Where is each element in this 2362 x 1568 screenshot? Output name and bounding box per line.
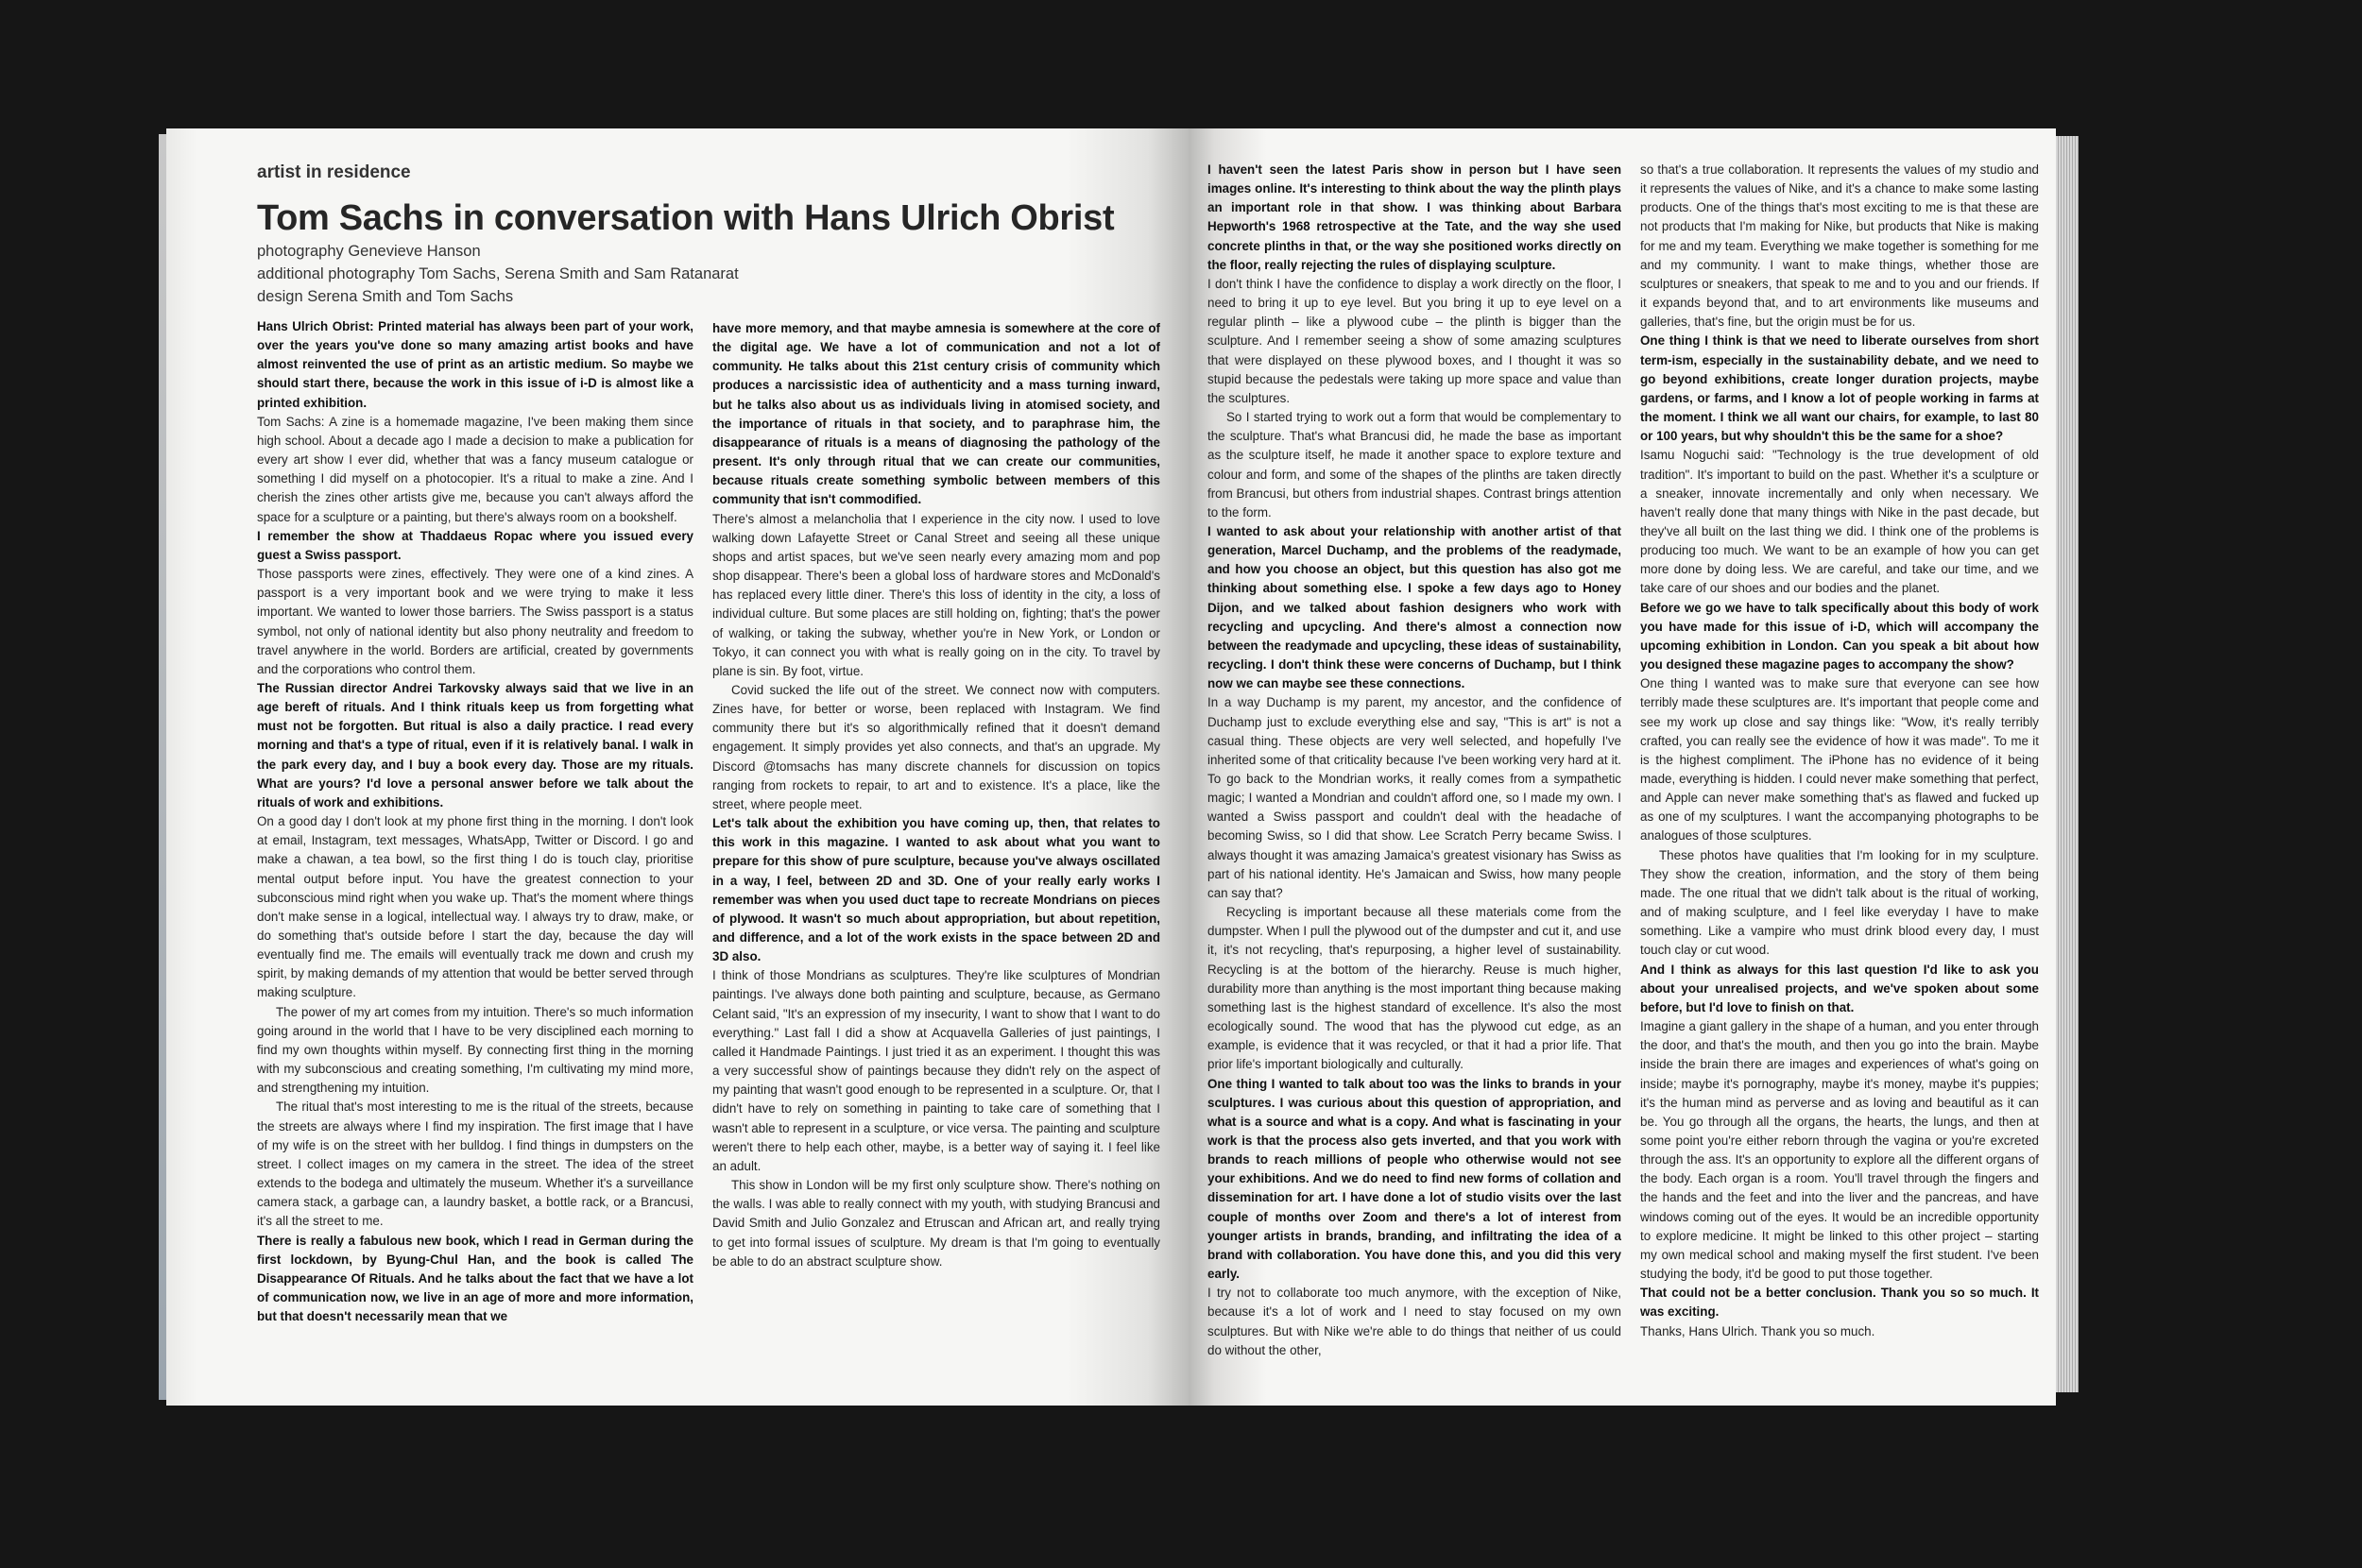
answer-paragraph: This show in London will be my first only sculpture show. There's nothing on the walls. I was able to really connect with my youth, with studying Brancusi and David Smith and Julio Gonzalez and Etruscan and African art, and really trying to get into formal issues of sculpture. My dream is that I'm going to eventually be able to do an abstract sculpture show.: [712, 1178, 1160, 1269]
answer-paragraph: These photos have qualities that I'm looking for in my sculpture. They show the creation, information, and the story of them being made. The one ritual that we didn't talk about is the ritual of working, and of making sculpture, and I feel like everyday I have to make something. Like a vampire who must drink blood every day, I must touch clay or cut wood.: [1640, 847, 2039, 958]
question-paragraph: And I think as always for this last question I'd like to ask you about your unrealised projects, and we've spoken about some before, but I'd love to finish on that.: [1640, 962, 2039, 1014]
article-credits: [257, 240, 739, 308]
text-column-4: [1640, 161, 2039, 1341]
text-column-2: [712, 319, 1160, 1271]
answer-paragraph: I think of those Mondrians as sculptures. They're like sculptures of Mondrian paintings. I've always done both painting and sculpture, because, as Germano Celant said, "It's an expression of my insecurity, I want to show that I want to do everything." Last fall I did a show at Acquavella Galleries of just paintings, I called it Handmade Paintings. I just tried it as an experiment. I thought this was a very successful show of paintings because they didn't rely on the aspect of my painting that wasn't good enough to be represented in a sculpture. Or, that I didn't have to rely on something in painting to take care of something that I wasn't able to represent in a sculpture, or vice versa. The painting and sculpture weren't there to help each other, maybe, is a better way of saying it. I feel like an adult.: [712, 968, 1160, 1173]
answer-paragraph: I don't think I have the confidence to display a work directly on the floor, I need to bring it up to eye level. But you bring it up to eye level on a regular plinth – like a plywood cube – the plinth is bigger than the sculpture. And I remember seeing a show of some amazing sculptures that were displayed on these plywood boxes, and I thought it was so stupid because the pedestals were taking up more space and value than the sculptures.: [1207, 276, 1621, 405]
answer-paragraph: The ritual that's most interesting to me is the ritual of the streets, because the streets are always where I find my inspiration. The first image that I have of my wife is on the street with her bulldog. I find things in dumpsters on the street. I collect images on my camera in the street. The idea of the street extends to the bodega and ultimately the museum. Whether it's a surveillance camera stack, a garbage can, a laundry basket, a bottle rack, or a Brancusi, it's all the street to me.: [257, 1099, 693, 1229]
answer-paragraph: Tom Sachs: A zine is a homemade magazine, I've been making them since high school. About a decade ago I made a decision to make a publication for every art show I ever did, whether that was a fancy museum catalogue or something I did myself on a photocopier. It's a ritual to make a zine. And I cherish the zines other artists give me, because you can't always afford the space for a sculpture or a painting, but there's always room on a bookshelf.: [257, 414, 693, 524]
question-paragraph: I wanted to ask about your relationship with another artist of that generation, Marcel Duchamp, and the problems of the readymade, and how you choose an object, but this question has also got me thinking about something else. I spoke a few days ago to Honey Dijon, and we talked about fashion designers who work with recycling and upcycling. And there's almost a connection now between the readymade and upcycling, these ideas of sustainability, recycling. I don't think these were concerns of Duchamp, but I think now we can maybe see these connections.: [1207, 523, 1621, 691]
answer-paragraph: One thing I wanted was to make sure that everyone can see how terribly made these sculptures are. It's important that people come and see my work up close and say things like: "Wow, it's really terribly crafted, you can really see the evidence of how it was made". To me it is the highest compliment. The iPhone has no evidence of it being made, everything is hidden. I could never make something that perfect, and Apple can never make something that's as flawed and fucked up as one of my sculptures. I want the accompanying photographs to be analogues of those sculptures.: [1640, 676, 2039, 844]
credit-additional-photography: additional photography Tom Sachs, Serena Smith and Sam Ratanarat: [257, 265, 739, 282]
question-paragraph: I haven't seen the latest Paris show in person but I have seen images online. It's interesting to think about the way the plinth plays an important role in that show. I was thinking about Barbara Hepworth's 1968 retrospective at the Tate, and the way she used concrete plinths in that, or the way she positioned works directly on the floor, really rejecting the rules of displaying sculpture.: [1207, 162, 1621, 272]
magazine-spread: [166, 128, 2056, 1406]
text-column-3: [1207, 161, 1621, 1360]
question-paragraph: have more memory, and that maybe amnesia is somewhere at the core of the digital age. We have a lot of communication and not a lot of community. He talks about this 21st century crisis of community which produces a narcissistic idea of authenticity and a mass turning inward, but he talks also about us as individuals living in atomised society, and the importance of rituals in that society, and to paraphrase him, the disappearance of rituals is a means of diagnosing the pathology of the present. It's only through ritual that we can create our communities, because rituals create something symbolic between members of this community that isn't commodified.: [712, 321, 1160, 507]
answer-paragraph: so that's a true collaboration. It represents the values of my studio and it represents the values of Nike, and it's a chance to make some lasting products. One of the things that's most exciting to me is that these are not products that I'm making for Nike, but products that Nike is making for me and my team. Everything we make together is something for me and my community. I want to make things, whether those are sculptures or sneakers, that speak to me and to you and our friends. If it expands beyond that, and to art environments like museums and galleries, that's fine, but the origin must be for us.: [1640, 162, 2039, 330]
answer-paragraph: Thanks, Hans Ulrich. Thank you so much.: [1640, 1323, 1875, 1338]
question-paragraph: Hans Ulrich Obrist: Printed material has always been part of your work, over the years you've done so many amazing artist books and have almost reinvented the use of print as an artistic medium. So maybe we should start there, because the work in this issue of i-D is almost like a printed exhibition.: [257, 319, 693, 410]
article-title: Tom Sachs in conversation with Hans Ulrich Obrist: [257, 198, 1115, 238]
answer-paragraph: Recycling is important because all these materials come from the dumpster. When I pull the plywood out of the dumpster and cut it, and use it, it's not recycling, that's repurposing, a higher level of sustainability. Recycling is at the bottom of the hierarchy. Reuse is much higher, durability more than anything is the most important thing because making something last is the highest standard of excellence. It's also the most ecologically sound. The wood that has the plywood cut edge, as an example, is evidence that it was recycled, or that it had a prior life. That prior life's important biologically and culturally.: [1207, 905, 1621, 1072]
answer-paragraph: Isamu Noguchi said: "Technology is the true development of old tradition". It's important to build on the past. Whether it's a sculpture or a sneaker, innovate incrementally and only when necessary. We haven't really done that many things with Nike in the past decade, but they've all built on the last thing we did. I think one of the problems is producing too much. We want to be an example of how you can get more done by doing less. We are careful, and take our time, and we take care of our shoes and our bodies and the planet.: [1640, 448, 2039, 596]
question-paragraph: One thing I wanted to talk about too was the links to brands in your sculptures. I was curious about this question of appropriation, and what is a source and what is a copy. And what is fascinating in your work is that the process also gets inverted, and that you work with brands to reach millions of people who otherwise would not see your exhibitions. And we do need to find new forms of collation and dissemination for art. I have done a lot of studio visits over the last couple of months over Zoom and there's a lot of interest from younger artists in brands, branding, and infiltrating the idea of a brand with collaboration. You have done this, and you did this very early.: [1207, 1076, 1621, 1282]
answer-paragraph: I try not to collaborate too much anymore, with the exception of Nike, because it's a lot of work and I need to stay focused on my own sculptures. But with Nike we're able to do things that neither of us could do without the other,: [1207, 1286, 1621, 1357]
question-paragraph: Before we go we have to talk specifically about this body of work you have made for this issue of i-D, which will accompany the upcoming exhibition in London. Can you speak a bit about how you designed these magazine pages to accompany the show?: [1640, 600, 2039, 673]
question-paragraph: Let's talk about the exhibition you have coming up, then, that relates to this work in this magazine. I wanted to ask about what you want to prepare for this show of pure sculpture, because you've always oscillated in a way, I feel, between 2D and 3D. One of your really early works I remember was when you used duct tape to recreate Mondrians on pieces of plywood. It wasn't so much about appropriation, but about repetition, and difference, and a lot of the work exists in the space between 2D and 3D also.: [712, 816, 1160, 964]
right-page: [1189, 128, 2056, 1406]
question-paragraph: That could not be a better conclusion. Thank you so so much. It was exciting.: [1640, 1286, 2039, 1320]
credit-photography: photography Genevieve Hanson: [257, 243, 481, 260]
text-column-1: [257, 317, 693, 1326]
answer-paragraph: Imagine a giant gallery in the shape of a human, and you enter through the door, and that's the mouth, and then you go into the brain. Maybe inside the brain there are images and experiences of what's going on inside; maybe it's pornography, maybe it's money, maybe it's puppies; it's the human mind as perverse and as loving and beautiful as it can be. You go through all the organs, the hearts, the lungs, and then at some point you're either reborn through the vagina or you're excreted through the ass. It's an opportunity to explore all the different organs of the body. Each organ is a room. You'll travel through the fingers and the hands and the feet and into the liver and the pancreas, and have windows coming out of the eyes. It would be an incredible opportunity to explore medicine. It might be linked to this other project – starting my own medical school and making myself the first student. I've been studying the body, it'd be good to put those together.: [1640, 1019, 2039, 1282]
answer-paragraph: Those passports were zines, effectively. They were one of a kind zines. A passport is a very important book and we were trying to make it less important. We wanted to lower those barriers. The Swiss passport is a status symbol, not only of national identity but also phony neutrality and freedom to travel anywhere in the world. Borders are artificial, created by governments and the corporations who control them.: [257, 567, 693, 676]
answer-paragraph: There's almost a melancholia that I experience in the city now. I used to love walking down Lafayette Street or Canal Street and seeing all these unique shops and artist spaces, but we've seen nearly every amazing mom and pop shop disappear. There's been a global loss of hardware stores and McDonald's has replaced every little diner. There's this loss of identity in the city, a loss of individual culture. But some places are still holding on, fighting; that's the power of walking, or taking the subway, whether you're in New York, or London or Tokyo, it can connect you with what is really going on in the city. To travel by plane is sin. By foot, virtue.: [712, 511, 1160, 678]
page-stack-edge: [2056, 136, 2079, 1392]
left-page: [166, 128, 1189, 1406]
question-paragraph: There is really a fabulous new book, which I read in German during the first lockdown, by Byung-Chul Han, and the book is called The Disappearance Of Rituals. And he talks about the fact that we have a lot of communication now, we live in an age of more and more information, but that doesn't necessarily mean that we: [257, 1233, 693, 1324]
answer-paragraph: Covid sucked the life out of the street. We connect now with computers. Zines have, for better or worse, been replaced with Instagram. We find community there but it's so algorithmically refined that it doesn't demand engagement. It simply provides yet also connects, and that's an upgrade. My Discord @tomsachs has many discrete channels for discussion on topics ranging from rockets to repair, to art and to existence. It's a place, like the street, where people meet.: [712, 682, 1160, 811]
question-paragraph: One thing I think is that we need to liberate ourselves from short term-ism, especially in the sustainability debate, and we need to go beyond exhibitions, create longer duration projects, maybe gardens, or farms, and I know a lot of people working in farms at the moment. I think we all want our chairs, for example, to last 80 or 100 years, but why shouldn't this be the same for a shoe?: [1640, 333, 2039, 444]
question-paragraph: I remember the show at Thaddaeus Ropac where you issued every guest a Swiss passport.: [257, 528, 693, 562]
credit-design: design Serena Smith and Tom Sachs: [257, 288, 514, 305]
answer-paragraph: The power of my art comes from my intuition. There's so much information going around in the world that I have to be very disciplined each morning to find my own thoughts within myself. By connecting first thing in the morning with my subconscious and creating something, I'm cultivating my mind more, and strengthening my intuition.: [257, 1004, 693, 1096]
answer-paragraph: So I started trying to work out a form that would be complementary to the sculpture. That's what Brancusi did, he made the base as important as the sculpture itself, he made it another space to explore texture and colour and form, and some of the shapes of the plinths are taken directly from Brancusi, but others from industrial shapes. Contrast brings attention to the form.: [1207, 410, 1621, 520]
answer-paragraph: On a good day I don't look at my phone first thing in the morning. I don't look at email, Instagram, text messages, WhatsApp, Twitter or Discord. I go and make a chawan, a tea bowl, so the first thing I do is touch clay, prioritise mental output before input. You have the greatest connection to your subconscious mind right when you wake up. That's the moment where things don't make sense in a logical, intellectual way. I always try to draw, make, or do something that's outside before I start the day, because the day will eventually find me. The emails will eventually track me down and crush my spirit, by making demands of my attention that would be better served through making sculpture.: [257, 814, 693, 1000]
question-paragraph: The Russian director Andrei Tarkovsky always said that we live in an age bereft of rituals. And I think rituals keep us from forgetting what must not be forgotten. But ritual is also a daily practice. I read every morning and that's a type of ritual, even if it is relatively banal. I walk in the park every day, and I buy a book every day. Those are my rituals. What are yours? I'd love a personal answer before we talk about the rituals of work and exhibitions.: [257, 680, 693, 810]
answer-paragraph: In a way Duchamp is my parent, my ancestor, and the confidence of Duchamp just to exclude everything else and say, "This is art" is not a casual thing. These objects are very well selected, and hopefully I've inherited some of that criticality because I've been working very hard at it. To go back to the Mondrian works, it really comes from a sympathetic magic; I wanted a Mondrian and couldn't afford one, so I made my own. I wanted a Swiss passport and couldn't deal with the headache of becoming Swiss, so I did that show. Lee Scratch Perry became Swiss. I always thought it was amazing Jamaica's greatest visionary has Swiss as part of his national identity. He's Jamaican and Swiss, how many people can say that?: [1207, 695, 1621, 900]
section-label: artist in residence: [257, 162, 411, 182]
